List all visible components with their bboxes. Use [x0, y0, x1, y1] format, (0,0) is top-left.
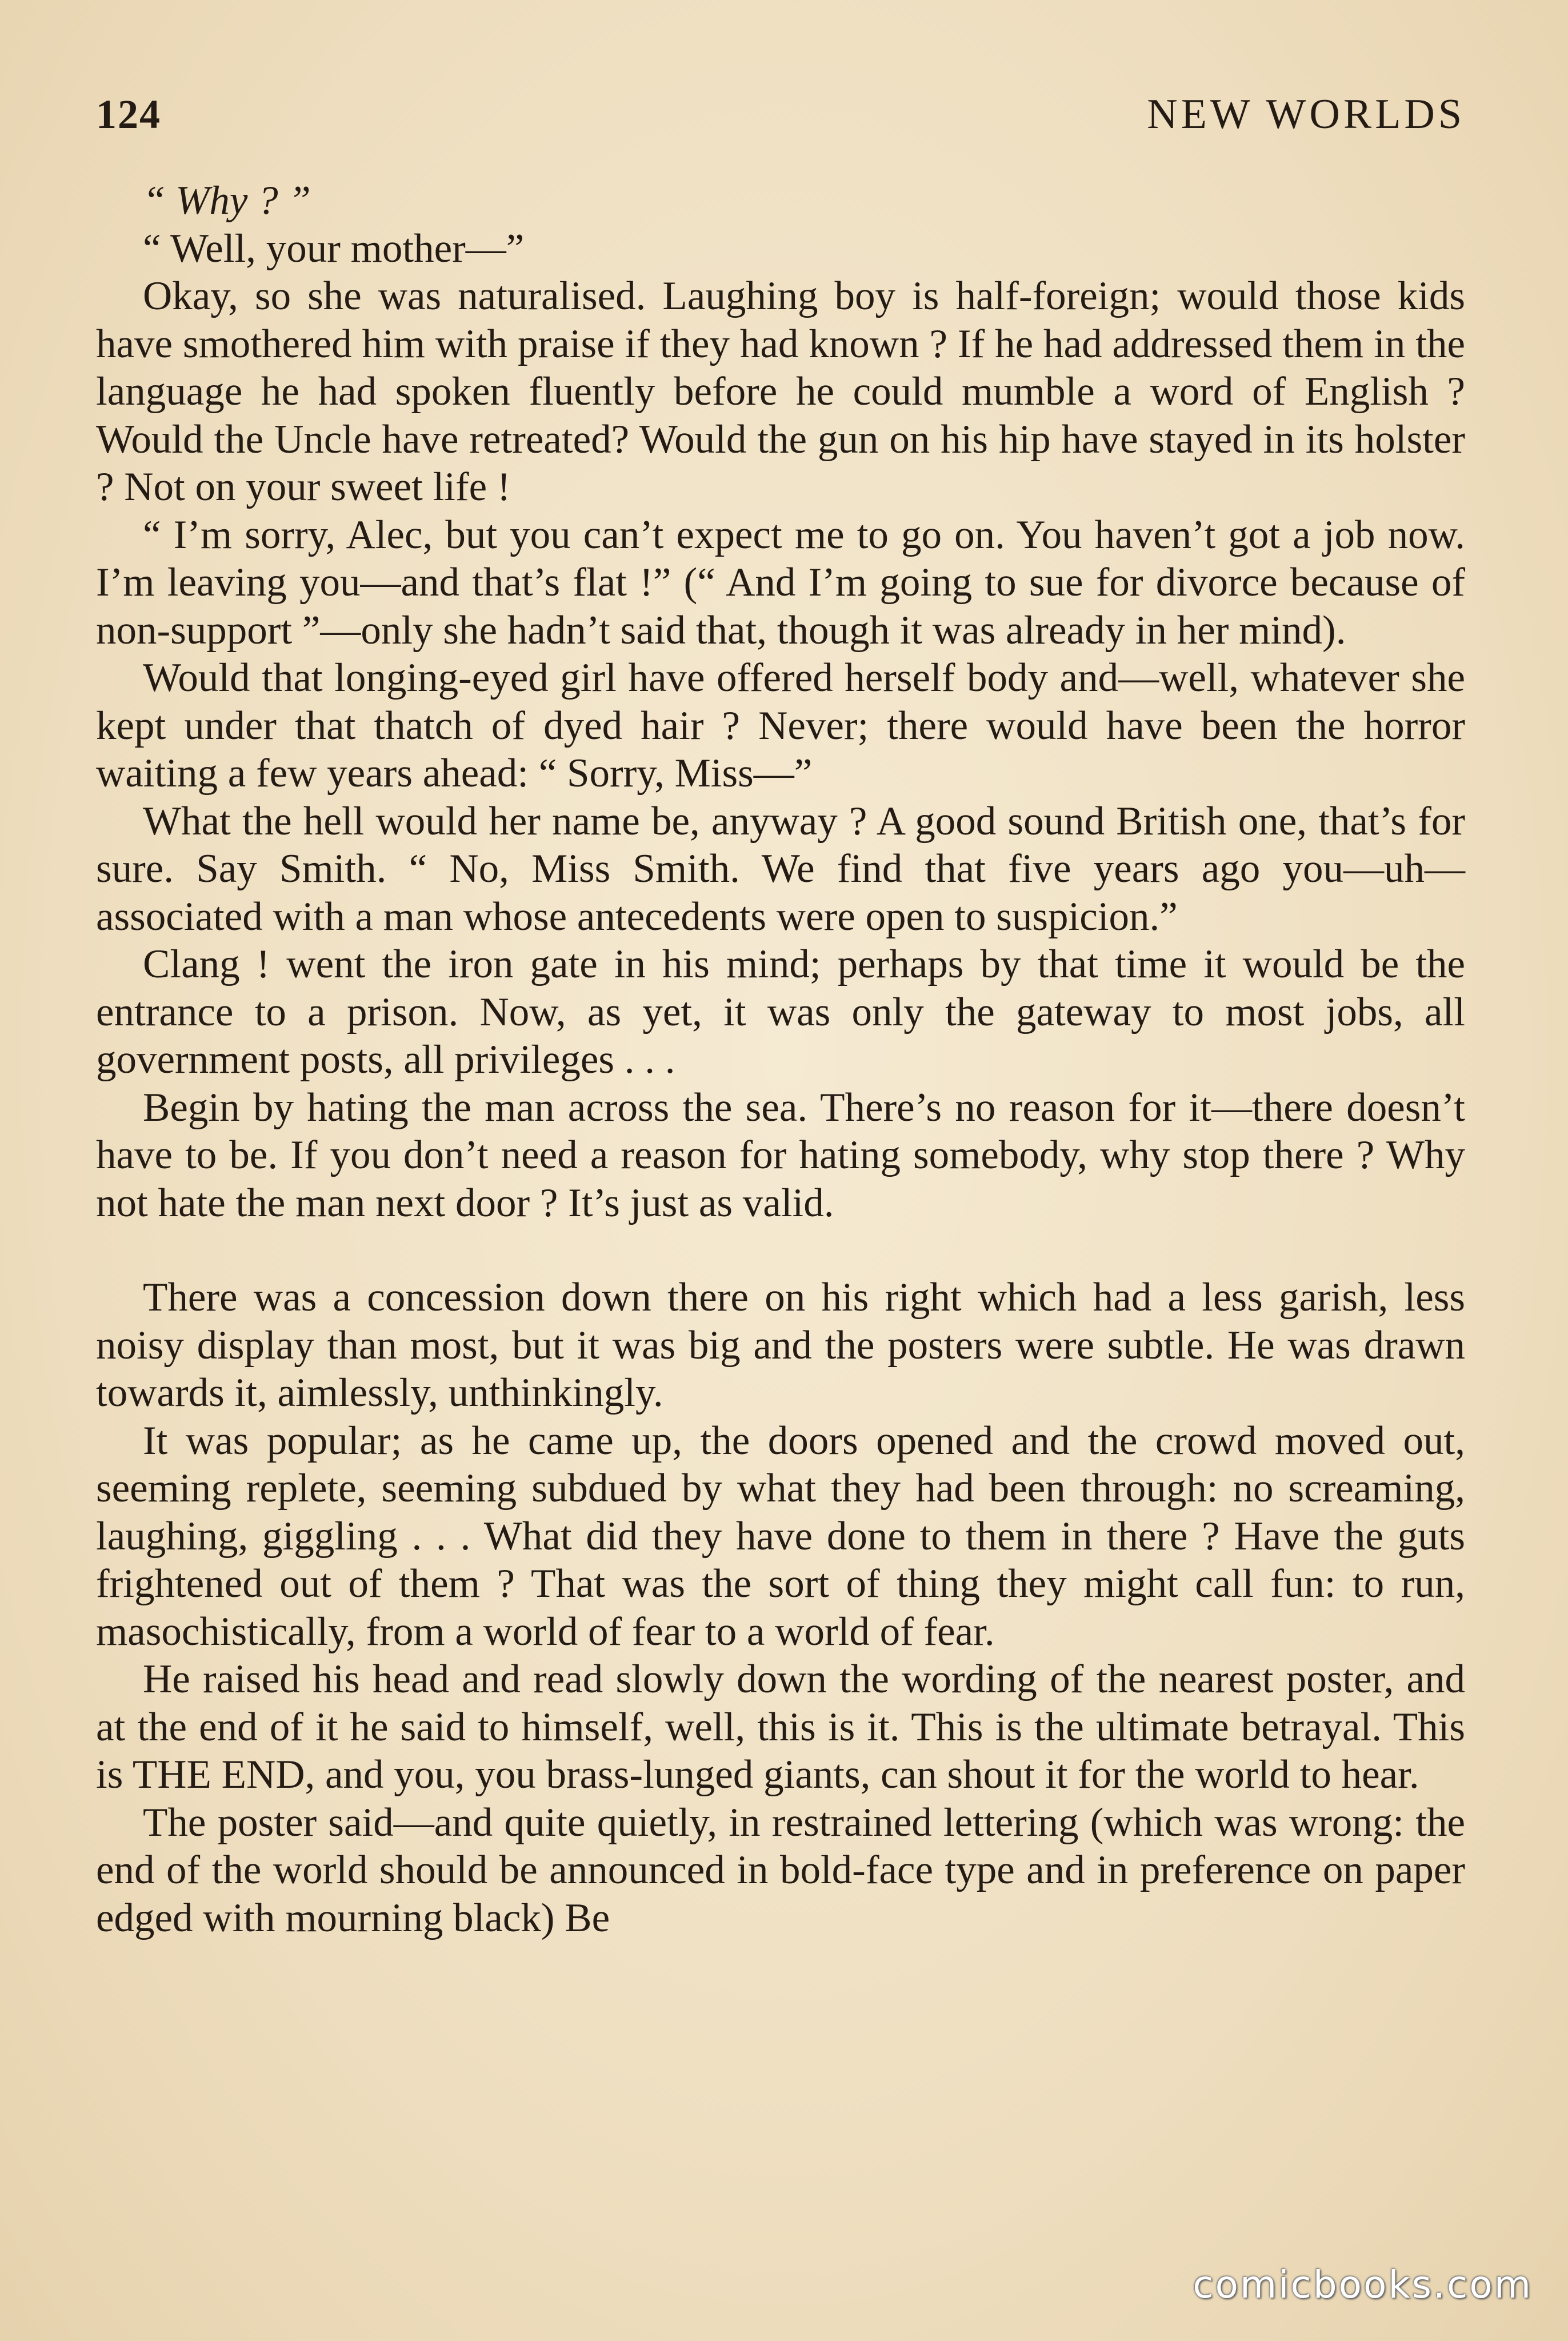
paragraph-2: “ Well, your mother—” [143, 226, 525, 271]
paragraph-8: Begin by hating the man across the sea. There’s no reason for it—there doesn’t have to be. If you don’t need a reason for hating somebody, why stop there ? Why not hate the man next door ? It’s just as valid. [96, 1085, 1465, 1225]
body-text [96, 177, 1465, 1942]
paragraph-5: Would that longing-eyed girl have offered herself body and—well, whatever she kept under that thatch of dyed hair ? Never; there would have been the horror waiting a few years ahead: “ Sorry, Miss—” [96, 656, 1465, 796]
paragraph-6: What the hell would her name be, anyway ? A good sound British one, that’s for sure. Say Smith. “ No, Miss Smith. We find that five years ago you—uh—associated with a man whose antecedents were open to suspicion.” [96, 798, 1465, 939]
paragraph-11: He raised his head and read slowly down the wording of the nearest poster, and at the end of it he said to himself, well, this is it. This is the ultimate betrayal. This is THE END, and you, you brass-lunged giants, can shout it for the world to hear. [96, 1657, 1465, 1797]
section-break [96, 1227, 1465, 1274]
paragraph-3: Okay, so she was naturalised. Laughing boy is half-foreign; would those kids have smothered him with praise if they had known ? If he had addressed them in the language he had spoken fluently before he could mumble a word of English ? Would the Uncle have retreated? Would the gun on his hip have stayed in its holster ? Not on your sweet life ! [96, 274, 1465, 509]
paragraph-7: Clang ! went the iron gate in his mind; perhaps by that time it would be the entrance to a prison. Now, as yet, it was only the gateway to most jobs, all government posts, all privileges . . . [96, 942, 1465, 1082]
paragraph-10: It was popular; as he came up, the doors opened and the crowd moved out, seeming replete, seeming subdued by what they had been through: no screaming, laughing, giggling . . . What did they have done to them in there ? Have the guts frightened out of them ? That was the sort of thing they might call fun: to run, masochistically, from a world of fear to a world of fear. [96, 1418, 1465, 1654]
paragraph-9: There was a concession down there on his right which had a less garish, less noisy display than most, but it was big and the posters were subtle. He was drawn towards it, aimlessly, unthinkingly. [96, 1275, 1465, 1415]
paragraph-12: The poster said—and quite quietly, in restrained lettering (which was wrong: the end of the world should be announced in bold-face type and in preference on paper edged with mourning black) Be [96, 1800, 1465, 1940]
page-header [96, 86, 1465, 143]
page-number: 124 [96, 91, 161, 137]
watermark: comicbooks.com [1193, 2263, 1533, 2307]
running-head: NEW WORLDS [1147, 90, 1465, 138]
paragraph-4: “ I’m sorry, Alec, but you can’t expect me to go on. You haven’t got a job now. I’m leaving you—and that’s flat !” (“ And I’m going to sue for divorce because of non-support ”—only she hadn’t said that, though it was already in her mind). [96, 512, 1465, 653]
paragraph-1: “ Why ? ” [143, 178, 311, 223]
